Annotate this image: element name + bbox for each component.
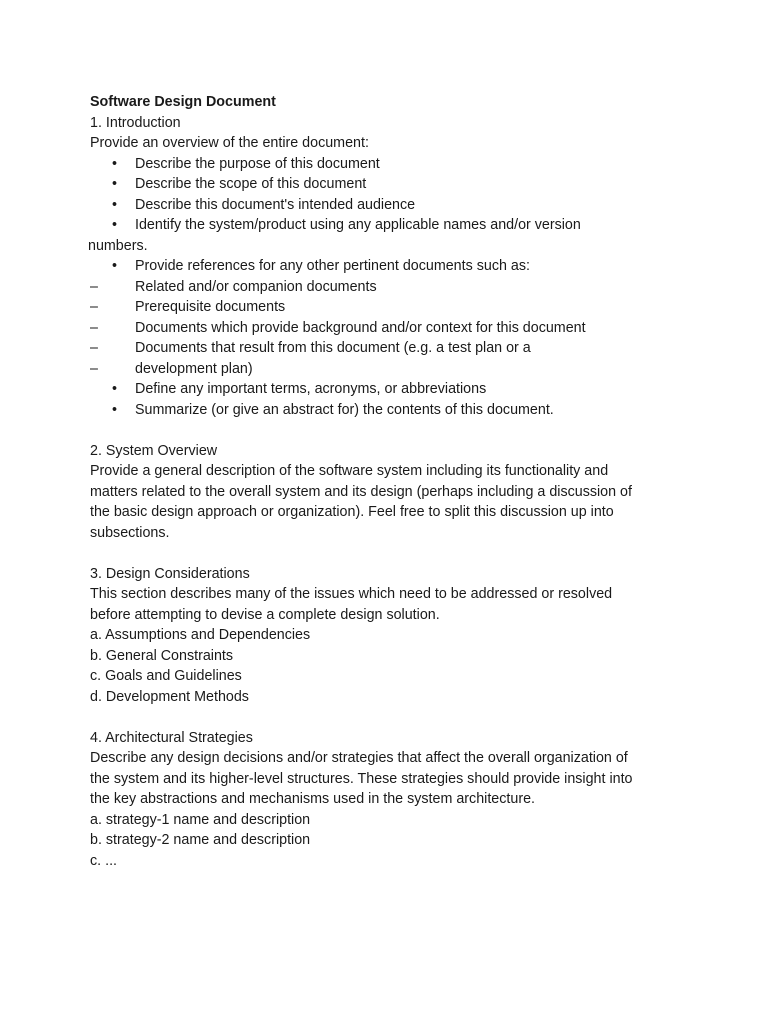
bullet-marker: • xyxy=(112,258,118,274)
sub-list-item: – Documents that result from this document (e.g. a test plan or a xyxy=(90,338,730,359)
list-item: • Describe the scope of this document xyxy=(90,174,730,195)
list-item-wrap: numbers. xyxy=(88,237,148,254)
list-item: b. General Constraints xyxy=(90,647,234,664)
dash-marker: – xyxy=(90,299,98,315)
spacer xyxy=(90,420,730,441)
paragraph-line: subsections. xyxy=(90,524,170,541)
bullet-marker: • xyxy=(112,401,118,418)
sub-list-item: – Prerequisite documents xyxy=(90,297,730,318)
section-heading-architectural-strategies: 4. Architectural Strategies xyxy=(90,729,253,746)
paragraph-line: matters related to the overall system and its design (perhaps including a discussion of xyxy=(90,483,632,500)
dash-marker: – xyxy=(90,319,98,336)
spacer xyxy=(90,543,730,564)
list-item: • Identify the system/product using any applicable names and/or version xyxy=(90,215,730,236)
section-heading-introduction: 1. Introduction xyxy=(90,114,181,131)
section-heading-design-considerations: 3. Design Considerations xyxy=(90,565,250,582)
list-item: a. strategy-1 name and description xyxy=(90,811,311,828)
document-page xyxy=(90,92,730,871)
bullet-marker: • xyxy=(112,217,118,233)
list-item: a. Assumptions and Dependencies xyxy=(90,627,311,643)
paragraph-line: the key abstractions and mechanisms used in the system architecture. xyxy=(90,791,536,807)
list-item: • Describe the purpose of this document xyxy=(90,154,730,175)
dash-marker: – xyxy=(90,360,98,377)
list-item: • Provide references for any other pertinent documents such as: xyxy=(90,256,730,277)
bullet-marker: • xyxy=(112,196,118,213)
sub-list-item: – Documents which provide background and/or context for this document xyxy=(90,318,730,339)
section-heading-system-overview: 2. System Overview xyxy=(90,442,218,459)
paragraph-line: before attempting to devise a complete design solution. xyxy=(90,606,440,623)
paragraph-line: This section describes many of the issues which need to be addressed or resolved xyxy=(90,586,613,602)
list-item: d. Development Methods xyxy=(90,688,249,705)
bullet-marker: • xyxy=(112,176,118,192)
paragraph-line: Describe any design decisions and/or strategies that affect the overall organization of xyxy=(90,750,628,766)
list-item: b. strategy-2 name and description xyxy=(90,832,311,848)
sub-list-item: – development plan) xyxy=(90,359,730,380)
paragraph-line: Provide a general description of the software system including its functionality and xyxy=(90,463,609,479)
list-item: • Describe this document's intended audience xyxy=(90,195,730,216)
dash-marker: – xyxy=(90,340,98,356)
spacer xyxy=(90,707,730,728)
bullet-marker: • xyxy=(112,155,118,172)
list-item: c. Goals and Guidelines xyxy=(90,668,242,684)
sub-list-item: – Related and/or companion documents xyxy=(90,277,730,298)
paragraph-line: the system and its higher-level structures. These strategies should provide insight into xyxy=(90,770,633,787)
list-item: c. ... xyxy=(90,852,118,869)
list-item: • Define any important terms, acronyms, or abbreviations xyxy=(90,379,730,400)
dash-marker: – xyxy=(90,278,98,295)
intro-lead-text: Provide an overview of the entire document: xyxy=(90,135,369,151)
document-title: Software Design Document xyxy=(90,94,276,110)
bullet-marker: • xyxy=(112,381,118,397)
paragraph-line: the basic design approach or organization). Feel free to split this discussion up into xyxy=(90,504,614,520)
list-item: • Summarize (or give an abstract for) the contents of this document. xyxy=(90,400,730,421)
